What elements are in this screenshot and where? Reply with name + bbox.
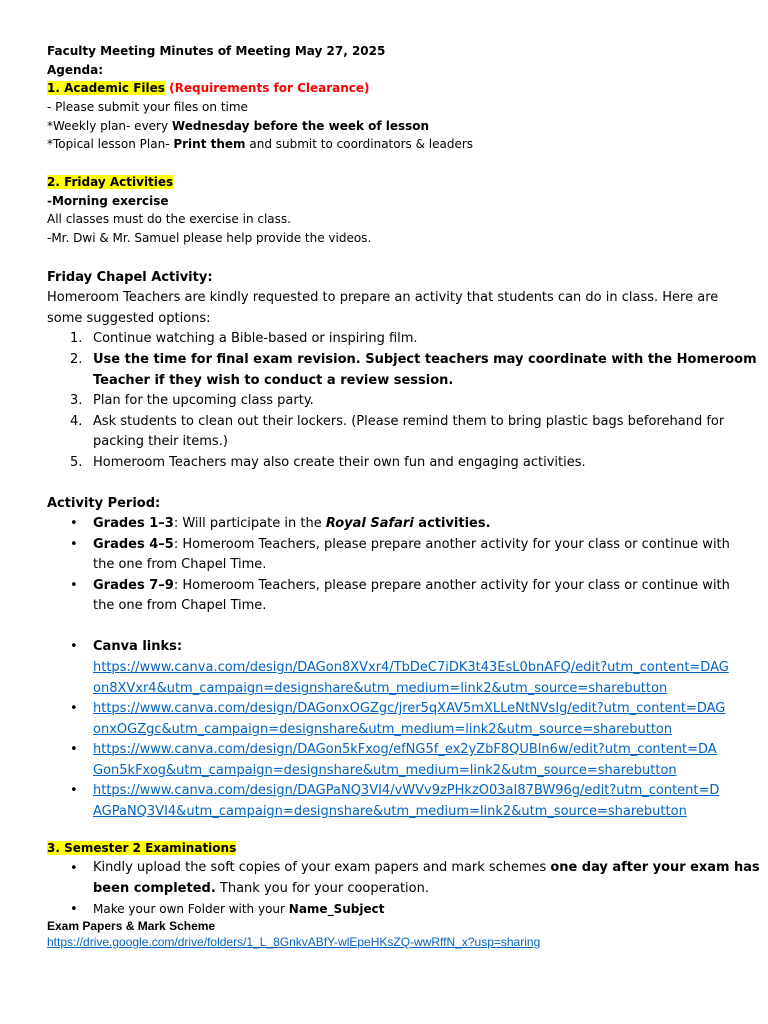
chapel-intro-1: Homeroom Teachers are kindly requested to prepare an activity that students can do in class. Here are	[47, 290, 719, 305]
option-1-number: 1.	[70, 331, 83, 346]
canva-link-2-a[interactable]: https://www.canva.com/design/DAGonxOGZgc/jrer5qXAV5mXLLeNtNVsIg/edit?utm_content=DAG	[93, 701, 726, 716]
section-3-heading-text: 3. Semester 2 Examinations	[47, 841, 237, 855]
bullet-icon: •	[70, 742, 78, 757]
grades-1-3-line	[93, 517, 491, 530]
s1-line-1: - Please submit your files on time	[47, 100, 248, 114]
exam-upload-pre: Kindly upload the soft copies of your exam papers and mark schemes	[93, 860, 551, 875]
canva-link-1-b[interactable]: on8XVxr4&utm_campaign=designshare&utm_medium=link2&utm_source=sharebutton	[93, 681, 668, 696]
s1-line-2	[47, 120, 429, 132]
option-4-text-1: Ask students to clean out their lockers. (Please remind them to bring plastic bags beforehand for	[93, 414, 725, 429]
grades-1-3-label: Grades 1–3	[93, 516, 174, 531]
section-1-heading	[47, 82, 370, 94]
agenda-label: Agenda:	[47, 63, 104, 77]
exam-upload-line-2	[93, 882, 429, 895]
s1-line-3-post: and submit to coordinators & leaders	[245, 137, 474, 151]
grades-4-5-label: Grades 4–5	[93, 537, 174, 552]
canva-link-4-b[interactable]: AGPaNQ3VI4&utm_campaign=designshare&utm_medium=link2&utm_source=sharebutton	[93, 804, 687, 819]
grades-4-5-line	[93, 538, 730, 551]
bullet-icon: •	[70, 537, 78, 552]
activity-period-title: Activity Period:	[47, 496, 161, 511]
exam-upload-bold: one day after your exam has	[550, 860, 760, 875]
grades-1-3-post: activities.	[413, 516, 491, 531]
bullet-icon: •	[70, 701, 78, 716]
bullet-icon: •	[70, 578, 78, 593]
morning-line-2: -Mr. Dwi & Mr. Samuel please help provide the videos.	[47, 231, 372, 245]
section-1-note: (Requirements for Clearance)	[169, 81, 370, 95]
s1-line-3-pre: *Topical lesson Plan-	[47, 137, 174, 151]
grades-7-9-line	[93, 579, 730, 592]
folder-line	[93, 903, 384, 915]
grades-7-9-text: : Homeroom Teachers, please prepare another activity for your class or continue with	[173, 578, 730, 593]
s1-line-2-bold: Wednesday before the week of lesson	[171, 119, 430, 133]
option-3-number: 3.	[70, 393, 83, 408]
option-3-text: Plan for the upcoming class party.	[93, 393, 314, 408]
section-1-heading-text: 1. Academic Files	[47, 81, 165, 95]
exam-upload-post: Thank you for your cooperation.	[215, 881, 429, 896]
canva-link-1-a[interactable]: https://www.canva.com/design/DAGon8XVxr4/TbDeC7iDK3t43EsL0bnAFQ/edit?utm_content=DAG	[93, 660, 729, 675]
canva-link-4-a[interactable]: https://www.canva.com/design/DAGPaNQ3VI4/vWVv9zPHkzO03aI87BW96g/edit?utm_content=D	[93, 783, 720, 798]
grades-1-3-pre: : Will participate in the	[173, 516, 326, 531]
grades-7-9-line-2: the one from Chapel Time.	[93, 598, 267, 613]
morning-exercise-label: -Morning exercise	[47, 194, 169, 208]
folder-line-pre: Make your own Folder with your	[93, 902, 289, 916]
grades-4-5-line-2: the one from Chapel Time.	[93, 557, 267, 572]
option-5-number: 5.	[70, 455, 83, 470]
option-5-text: Homeroom Teachers may also create their own fun and engaging activities.	[93, 455, 586, 470]
option-2-text-2: Teacher if they wish to conduct a review session.	[93, 373, 454, 388]
chapel-title: Friday Chapel Activity:	[47, 270, 213, 285]
folder-line-bold: Name_Subject	[288, 902, 385, 916]
morning-line-1: All classes must do the exercise in class.	[47, 212, 291, 226]
grades-4-5-text: : Homeroom Teachers, please prepare another activity for your class or continue with	[173, 537, 730, 552]
section-2-heading-text: 2. Friday Activities	[47, 175, 174, 189]
section-3-heading	[47, 842, 236, 854]
bullet-icon: •	[70, 902, 78, 917]
exam-upload-bold-2: been completed.	[93, 881, 216, 896]
s1-line-3	[47, 138, 473, 150]
chapel-intro-2: some suggested options:	[47, 311, 211, 326]
canva-link-3-b[interactable]: Gon5kFxog&utm_campaign=designshare&utm_medium=link2&utm_source=sharebutton	[93, 763, 677, 778]
bullet-icon: •	[70, 783, 78, 798]
section-2-heading	[47, 176, 173, 188]
option-1-text: Continue watching a Bible-based or inspiring film.	[93, 331, 418, 346]
canva-links-label: Canva links:	[93, 639, 183, 654]
canva-link-3-a[interactable]: https://www.canva.com/design/DAGon5kFxog/efNG5f_ex2yZbF8QUBln6w/edit?utm_content=DA	[93, 742, 717, 757]
drive-link[interactable]: https://drive.google.com/drive/folders/1_L_8GnkvABfY-wlEpeHKsZQ-wwRffN_x?usp=sharing	[47, 935, 541, 949]
royal-safari-text: Royal Safari	[325, 516, 414, 531]
exam-upload-line-1	[93, 862, 760, 875]
canva-link-2-b[interactable]: onxOGZgc&utm_campaign=designshare&utm_medium=link2&utm_source=sharebutton	[93, 722, 673, 737]
option-2-text-1: Use the time for final exam revision. Subject teachers may coordinate with the Homeroom	[93, 352, 757, 367]
doc-title: Faculty Meeting Minutes of Meeting May 27, 2025	[47, 44, 386, 58]
exam-papers-title: Exam Papers & Mark Scheme	[47, 919, 216, 933]
s1-line-3-bold: Print them	[173, 137, 246, 151]
option-2-number: 2.	[70, 352, 83, 367]
bullet-icon: •	[70, 639, 78, 654]
bullet-icon: •	[70, 516, 78, 531]
option-4-number: 4.	[70, 414, 83, 429]
s1-line-2-pre: *Weekly plan- every	[47, 119, 172, 133]
bullet-icon: •	[70, 861, 78, 876]
grades-7-9-label: Grades 7–9	[93, 578, 174, 593]
option-4-text-2: packing their items.)	[93, 434, 228, 449]
